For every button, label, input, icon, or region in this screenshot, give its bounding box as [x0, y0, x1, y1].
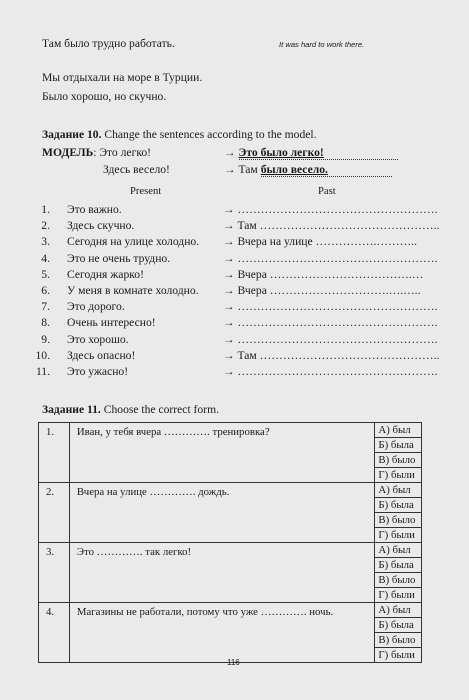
item-present: Сегодня жарко!: [67, 267, 144, 281]
column-header-past: Past: [318, 186, 336, 197]
question-number: 2.: [39, 483, 70, 543]
task11-row: [39, 423, 422, 438]
item-number: 5.: [41, 267, 50, 281]
answer-option[interactable]: В) было: [375, 513, 422, 528]
model-row2-answer: было весело.: [261, 163, 392, 177]
item-past-blank[interactable]: → Там ………………………………………..: [223, 219, 440, 233]
question-text: Магазины не работали, потому что уже …………. ночь.: [69, 603, 375, 663]
item-present: Здесь опасно!: [67, 348, 136, 362]
model-row-2-left: Здесь весело!: [103, 163, 170, 176]
text-line-1-translation: It was hard to work there.: [279, 40, 365, 49]
model-row1-arrow: →: [224, 146, 236, 159]
item-number: 11.: [35, 365, 50, 378]
item-present: У меня в комнате холодно.: [67, 284, 199, 297]
item-past-blank[interactable]: → …………………………………………….: [223, 332, 438, 346]
item-past-blank[interactable]: → Вчера ………………………….….…..: [223, 284, 421, 297]
item-present: Это важно.: [67, 203, 122, 216]
item-number: 7.: [41, 300, 50, 314]
task10-title-bold: Задание 10.: [42, 128, 102, 141]
page-number: 116: [227, 658, 240, 667]
answer-option[interactable]: А) был: [375, 543, 422, 558]
question-number: 3.: [39, 543, 70, 603]
model-row-1-left: [42, 146, 151, 159]
model-row-1-right: [224, 146, 398, 159]
item-number: 4.: [41, 251, 50, 265]
item-present: Это хорошо.: [67, 332, 129, 346]
item-number: 3.: [41, 235, 50, 249]
task11-title-rest: Choose the correct form.: [100, 403, 219, 416]
answer-option[interactable]: Б) была: [375, 618, 422, 633]
task11-row: [39, 543, 422, 558]
answer-option[interactable]: Б) была: [375, 498, 422, 513]
model-label: МОДЕЛЬ: [42, 146, 94, 159]
item-number: 6.: [41, 284, 50, 297]
item-present: Это дорого.: [67, 300, 125, 314]
answer-option[interactable]: Г) были: [375, 468, 422, 483]
question-number: 1.: [39, 423, 70, 483]
question-text: Вчера на улице …………. дождь.: [69, 483, 375, 543]
model-row2-arrow: → Там: [224, 163, 258, 176]
task11-title: [42, 403, 219, 416]
item-past-blank[interactable]: → …………………………………………….: [223, 365, 438, 378]
task11-row: [39, 603, 422, 618]
item-past-blank[interactable]: → …………………………………………….: [223, 203, 438, 216]
model-row1-answer: Это было легко!: [239, 146, 398, 160]
text-line-2: Мы отдыхали на море в Турции.: [42, 71, 203, 84]
question-number: 4.: [39, 603, 70, 663]
item-past-blank[interactable]: → …………………………………………….: [223, 251, 438, 265]
question-text: Иван, у тебя вчера …………. тренировка?: [69, 423, 375, 483]
question-text: Это …………. так легко!: [69, 543, 375, 603]
task11-row: [39, 483, 422, 498]
text-line-1: Там было трудно работать.: [42, 37, 175, 50]
answer-option[interactable]: Б) была: [375, 438, 422, 453]
item-past-blank[interactable]: → Вчера ……………………………….…: [223, 267, 424, 281]
item-number: 9.: [41, 332, 50, 346]
task10-title-rest: Change the sentences according to the model.: [101, 128, 317, 141]
item-past-blank[interactable]: → Там ………………………………………..: [223, 348, 440, 362]
item-present: Это ужасно!: [67, 365, 129, 378]
model-row-2-right: [224, 163, 392, 176]
item-number: 8.: [41, 316, 50, 330]
answer-option[interactable]: Г) были: [375, 588, 422, 603]
answer-option[interactable]: А) был: [375, 423, 422, 438]
item-past-blank[interactable]: → …………………………………………….: [223, 300, 438, 314]
answer-option[interactable]: В) было: [375, 573, 422, 588]
answer-option[interactable]: А) был: [375, 603, 422, 618]
answer-option[interactable]: Г) были: [375, 648, 422, 663]
task11-table: [38, 422, 422, 663]
item-present: Очень интересно!: [67, 316, 156, 330]
item-past-blank[interactable]: → Вчера на улице …………….………..: [223, 235, 417, 249]
answer-option[interactable]: Г) были: [375, 528, 422, 543]
answer-option[interactable]: В) было: [375, 633, 422, 648]
answer-option[interactable]: А) был: [375, 483, 422, 498]
answer-option[interactable]: В) было: [375, 453, 422, 468]
text-line-3: Было хорошо, но скучно.: [42, 90, 167, 103]
item-present: Здесь скучно.: [67, 219, 135, 233]
task10-title: [42, 128, 317, 141]
task11-title-bold: Задание 11.: [42, 403, 101, 416]
item-number: 10.: [35, 348, 50, 362]
item-past-blank[interactable]: → …………………………………………….: [223, 316, 438, 330]
column-header-present: Present: [130, 186, 162, 197]
model-row1-left-text: : Это легко!: [93, 146, 152, 159]
item-number: 2.: [41, 219, 50, 233]
item-present: Сегодня на улице холодно.: [67, 235, 200, 249]
item-number: 1.: [41, 203, 50, 216]
item-present: Это не очень трудно.: [67, 251, 171, 265]
answer-option[interactable]: Б) была: [375, 558, 422, 573]
